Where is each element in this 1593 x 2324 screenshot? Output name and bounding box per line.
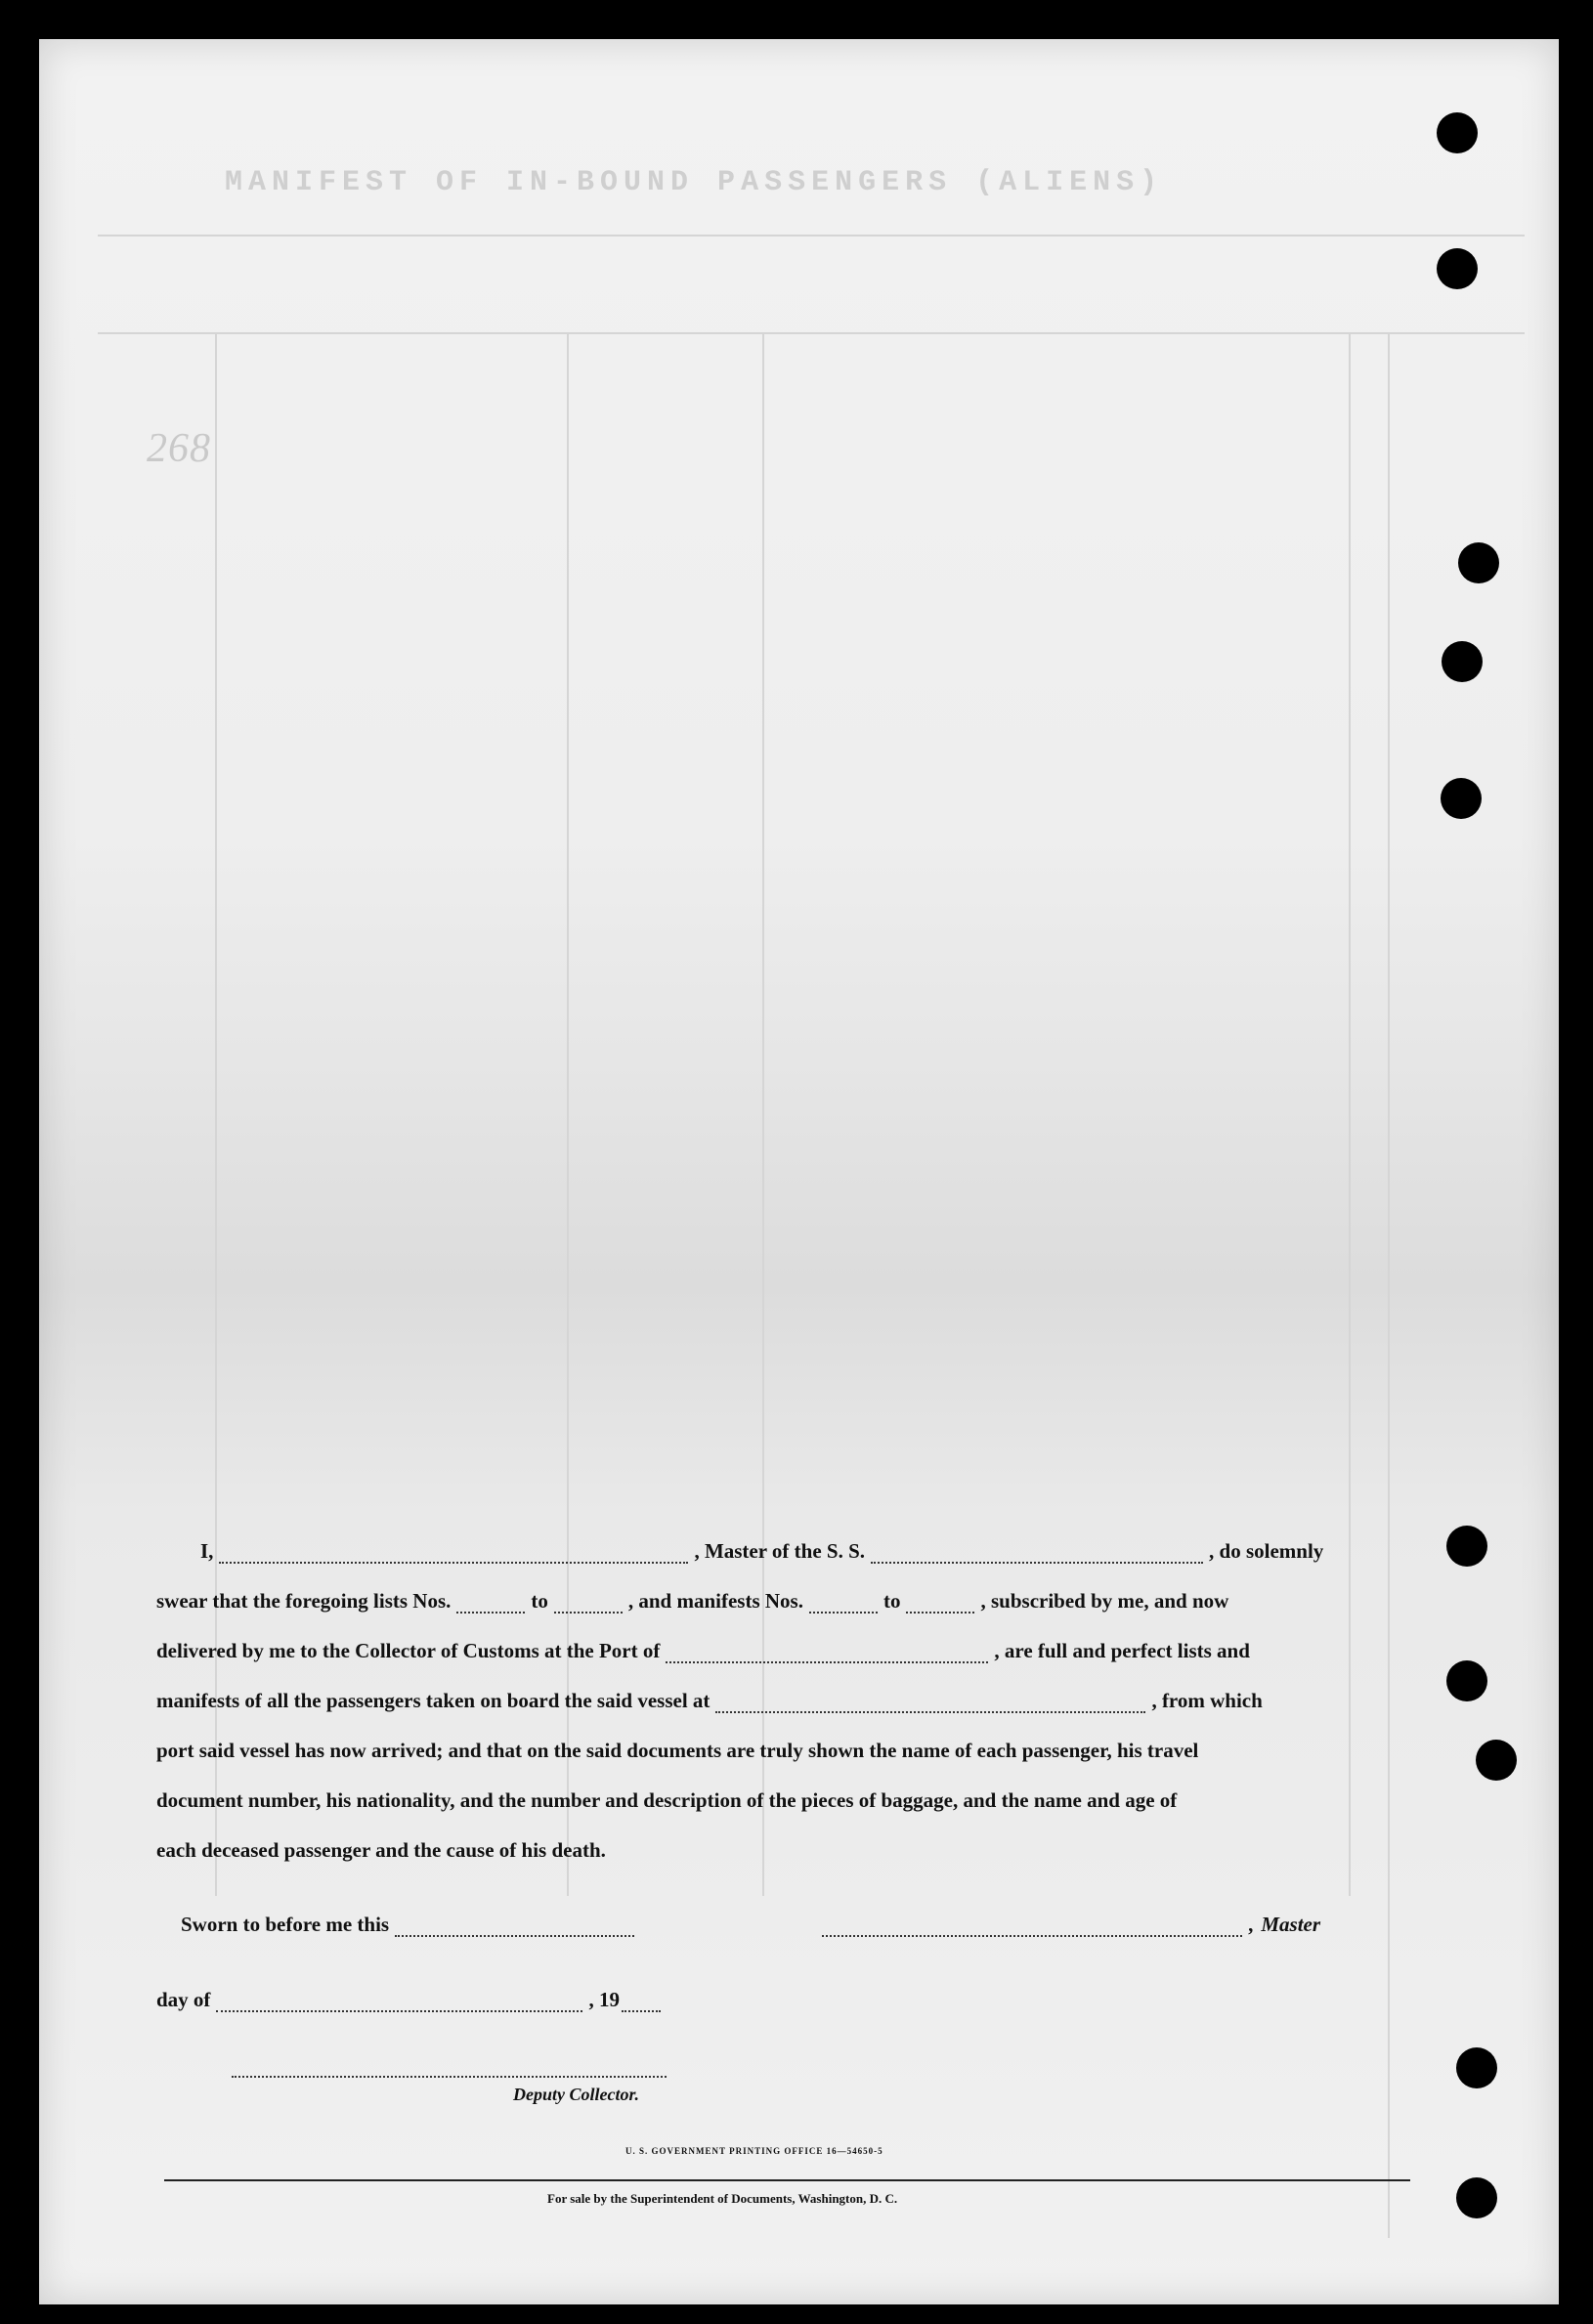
oath-text: swear that the foregoing lists Nos. [156,1589,452,1613]
oath-text: delivered by me to the Collector of Customs at the Port of [156,1639,661,1662]
sworn-label: Sworn to before me this [181,1913,390,1936]
punch-hole [1437,248,1478,289]
sworn-line [156,1908,1407,1937]
ghost-rule [98,235,1525,237]
oath-text: to [531,1589,548,1613]
manifest-from-field[interactable] [809,1598,878,1614]
oath-text: , are full and perfect lists and [994,1639,1250,1662]
punch-hole [1456,2177,1497,2218]
ghost-column [1388,332,1390,2238]
punch-hole [1456,2047,1497,2088]
punch-hole [1437,112,1478,153]
master-signature-field[interactable] [822,1921,1242,1937]
oath-text: document number, his nationality, and the number and description of the pieces of baggage, and the name and age of [156,1788,1178,1812]
oath-line-2 [156,1584,1407,1614]
name-field[interactable] [219,1548,688,1564]
port-field[interactable] [666,1648,988,1663]
oath-line-5 [156,1734,1407,1763]
document-page [39,39,1559,2304]
year-field[interactable] [622,1997,661,2012]
punch-hole [1446,1526,1487,1567]
gpo-imprint: U. S. GOVERNMENT PRINTING OFFICE 16—54650-5 [625,2146,883,2156]
deputy-collector-label: Deputy Collector. [513,2085,639,2104]
year-label: , 19 [588,1988,620,2011]
oath-text: I, [200,1539,214,1563]
vessel-field[interactable] [871,1548,1203,1564]
day-of-label: day of [156,1988,211,2011]
sworn-date-field[interactable] [395,1921,634,1937]
oath-text: manifests of all the passengers taken on board the said vessel at [156,1689,710,1712]
oath-text: port said vessel has now arrived; and that on the said documents are truly shown the name of each passenger, his travel [156,1739,1199,1762]
deputy-signature-field[interactable] [232,2062,667,2078]
punch-hole [1442,641,1483,682]
faded-page-number: 268 [147,426,211,471]
oath-text: , subscribed by me, and now [980,1589,1229,1613]
list-from-field[interactable] [456,1598,525,1614]
punch-hole [1441,778,1482,819]
ghost-rule [98,332,1525,334]
for-sale-notice: For sale by the Superintendent of Documents, Washington, D. C. [547,2191,898,2206]
oath-line-7 [156,1833,1407,1863]
comma: , [1248,1913,1254,1936]
punch-hole [1458,542,1499,583]
oath-line-4 [156,1684,1407,1713]
day-field[interactable] [216,1997,582,2012]
day-line [156,1983,1407,2012]
oath-text: , do solemnly [1209,1539,1324,1563]
oath-text: to [883,1589,901,1613]
oath-line-6 [156,1784,1407,1813]
oath-text: , Master of the S. S. [694,1539,866,1563]
oath-text: , from which [1151,1689,1263,1712]
punch-hole [1476,1740,1517,1781]
oath-line-1 [156,1534,1407,1564]
punch-hole [1446,1660,1487,1701]
manifest-to-field[interactable] [906,1598,974,1614]
master-label: Master [1261,1913,1321,1936]
list-to-field[interactable] [554,1598,623,1614]
oath-text: each deceased passenger and the cause of his death. [156,1838,606,1862]
oath-line-3 [156,1634,1407,1663]
footer-rule [164,2179,1410,2181]
faded-header: MANIFEST OF IN-BOUND PASSENGERS (ALIENS) [225,166,1164,199]
departure-port-field[interactable] [715,1698,1145,1713]
oath-text: , and manifests Nos. [627,1589,803,1613]
